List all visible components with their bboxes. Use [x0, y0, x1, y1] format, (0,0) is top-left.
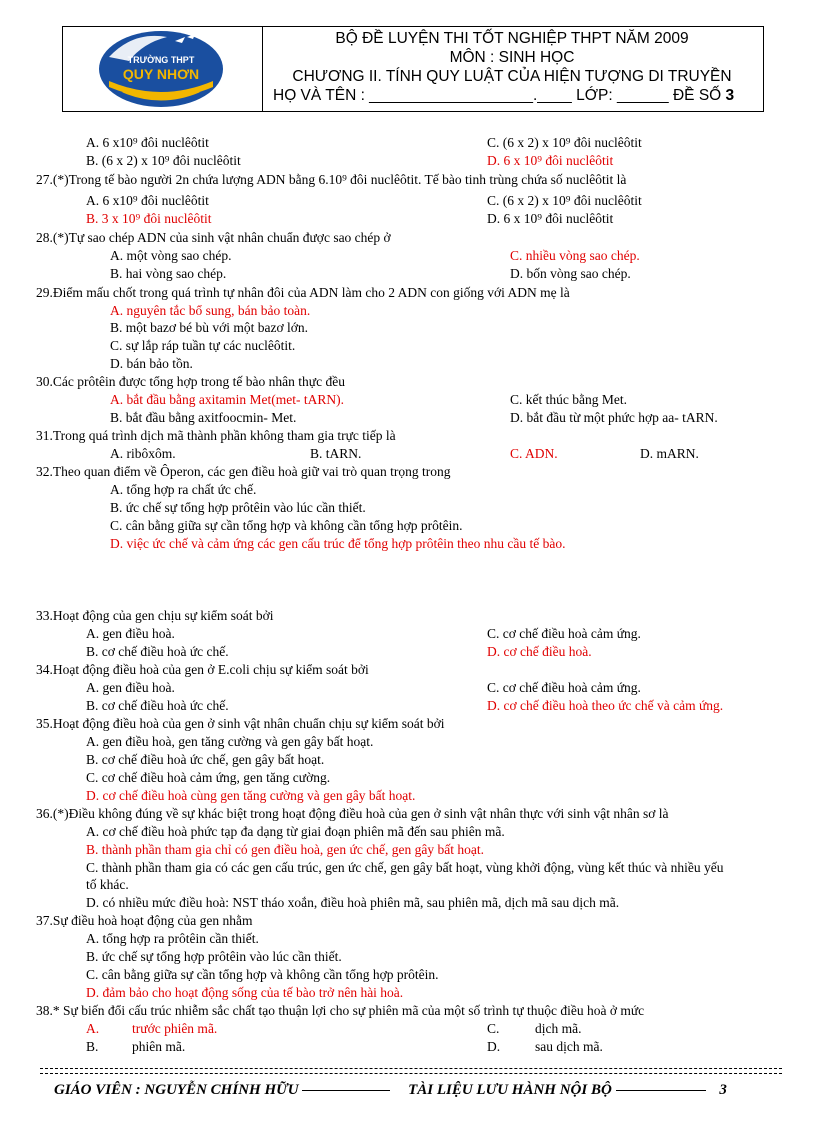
q31-opt-c-answer: C. ADN. — [510, 446, 558, 461]
question-34: 34.Hoạt động điều hoà của gen ở E.coli chịu sự kiểm soát bởi — [36, 662, 369, 677]
q34-opt-a: A. gen điều hoà. — [86, 680, 175, 695]
title-area — [265, 29, 759, 105]
footer — [54, 1082, 774, 1099]
q32-opt-c: C. cân bằng giữa sự cần tổng hợp và không cần tổng hợp prôtêin. — [110, 518, 463, 533]
exam-number: 3 — [725, 87, 735, 104]
question-35: 35.Hoạt động điều hoà của gen ở sinh vật nhân chuẩn chịu sự kiểm soát bởi — [36, 716, 445, 731]
q34-opt-d-answer: D. cơ chế điều hoà theo ức chế và cảm ứng. — [487, 698, 724, 713]
question-27: 27.(*)Trong tế bào người 2n chứa lượng ADN bằng 6.10⁹ đôi nuclêôtit. Tế bào tinh trùng chứa số nuclêôtit là — [36, 172, 627, 187]
question-33: 33.Hoạt động của gen chịu sự kiểm soát bởi — [36, 608, 274, 623]
question-29: 29.Điểm mấu chốt trong quá trình tự nhân đôi của ADN làm cho 2 ADN con giống với ADN mẹ là — [36, 285, 570, 300]
class-label: LỚP: ______ — [576, 87, 669, 104]
q27-opt-d: D. 6 x 10⁹ đôi nuclêôtit — [487, 211, 614, 226]
q35-opt-b: B. cơ chế điều hoà ức chế, gen gây bất hoạt. — [86, 752, 325, 767]
q30-opt-d: D. bắt đầu từ một phức hợp aa- tARN. — [510, 410, 718, 425]
q27-opt-b-answer: B. 3 x 10⁹ đôi nuclêôtit — [86, 211, 212, 226]
q36-opt-a: A. cơ chế điều hoà phức tạp đa dạng từ giai đoạn phiên mã đến sau phiên mã. — [86, 824, 505, 839]
q37-opt-c: C. cân bằng giữa sự cần tổng hợp và không cần tổng hợp prôtêin. — [86, 967, 439, 982]
question-31: 31.Trong quá trình dịch mã thành phần không tham gia trực tiếp là — [36, 428, 396, 443]
opt-b: B. (6 x 2) x 10⁹ đôi nuclêôtit — [86, 153, 241, 168]
footer-separator — [302, 1090, 390, 1091]
q37-opt-a: A. tổng hợp ra prôtêin cần thiết. — [86, 931, 259, 946]
footer-rule-top — [40, 1068, 782, 1069]
q38-opt-b: phiên mã. — [132, 1039, 186, 1054]
opt-d-answer: D. 6 x 10⁹ đôi nuclêôtit — [487, 153, 614, 168]
q37-opt-d-answer: D. đảm bảo cho hoạt động sống của tế bào trở nên hài hoà. — [86, 985, 404, 1000]
logo-line2: QUY NHƠN — [122, 66, 200, 82]
q28-opt-c-answer: C. nhiều vòng sao chép. — [510, 248, 640, 263]
q28-opt-d: D. bốn vòng sao chép. — [510, 266, 631, 281]
q38-opt-b-letter: B. — [86, 1039, 99, 1054]
question-32: 32.Theo quan điểm về Ôperon, các gen điều hoà giữ vai trò quan trọng trong — [36, 464, 451, 479]
q35-opt-c: C. cơ chế điều hoà cảm ứng, gen tăng cường. — [86, 770, 331, 785]
logo-line1: TRƯỜNG THPT — [127, 55, 195, 65]
q38-opt-d-letter: D. — [487, 1039, 501, 1054]
question-28: 28.(*)Tự sao chép ADN của sinh vật nhân chuẩn được sao chép ở — [36, 230, 391, 245]
q30-opt-a-answer: A. bắt đầu bằng axitamin Met(met- tARN). — [110, 392, 344, 407]
footer-rule-bottom — [40, 1073, 782, 1074]
q34-opt-c: C. cơ chế điều hoà cảm ứng. — [487, 680, 641, 695]
q30-opt-b: B. bắt đầu bằng axitfoocmin- Met. — [110, 410, 297, 425]
q32-opt-d-answer: D. việc ức chế và cảm ứng các gen cấu trúc để tổng hợp prôtêin theo nhu cầu tế bào. — [110, 536, 566, 551]
q28-opt-b: B. hai vòng sao chép. — [110, 266, 227, 281]
opt-c: C. (6 x 2) x 10⁹ đôi nuclêôtit — [487, 135, 642, 150]
q38-opt-a-letter: A. — [86, 1021, 100, 1036]
title-line4 — [265, 86, 759, 105]
q29-opt-a-answer: A. nguyên tắc bổ sung, bán bảo toàn. — [110, 303, 311, 318]
title-line3: CHƯƠNG II. TÍNH QUY LUẬT CỦA HIỆN TƯỢNG DI TRUYỀN — [292, 68, 732, 85]
question-38: 38.* Sự biến đổi cấu trúc nhiễm sắc chất tạo thuận lợi cho sự phiên mã của một số trình tự thuộc điều hoà ở mức — [36, 1003, 645, 1018]
q29-opt-b: B. một bazơ bé bù với một bazơ lớn. — [110, 320, 309, 335]
name-label: HỌ VÀ TÊN : ___________________.____ — [273, 87, 572, 104]
footer-page: 3 — [719, 1082, 727, 1098]
q38-opt-a-answer: trước phiên mã. — [132, 1021, 218, 1036]
q33-opt-a: A. gen điều hoà. — [86, 626, 175, 641]
q36-opt-c-line2: tố khác. — [86, 877, 129, 892]
exam-label: ĐỀ SỐ — [672, 87, 722, 104]
q38-opt-c-letter: C. — [487, 1021, 500, 1036]
q29-opt-d: D. bán bảo tồn. — [110, 356, 193, 371]
question-37: 37.Sự điều hoà hoạt động của gen nhằm — [36, 913, 253, 928]
q38-opt-d: sau dịch mã. — [535, 1039, 603, 1054]
title-line1: BỘ ĐỀ LUYỆN THI TỐT NGHIỆP THPT NĂM 2009 — [335, 30, 689, 47]
q35-opt-a: A. gen điều hoà, gen tăng cường và gen gây bất hoạt. — [86, 734, 374, 749]
q27-opt-c: C. (6 x 2) x 10⁹ đôi nuclêôtit — [487, 193, 642, 208]
q37-opt-b: B. ức chế sự tổng hợp prôtêin vào lúc cần thiết. — [86, 949, 342, 964]
title-line2: MÔN : SINH HỌC — [449, 49, 575, 66]
q32-opt-b: B. ức chế sự tổng hợp prôtêin vào lúc cần thiết. — [110, 500, 366, 515]
q38-opt-c: dịch mã. — [535, 1021, 582, 1036]
question-36: 36.(*)Điều không đúng về sự khác biệt trong hoạt động điều hoà của gen ở sinh vật nhân thực với sinh vật nhân sơ là — [36, 806, 669, 821]
q33-opt-d-answer: D. cơ chế điều hoà. — [487, 644, 592, 659]
logo-cell — [63, 27, 263, 111]
q27-opt-a: A. 6 x10⁹ đôi nuclêôtit — [86, 193, 209, 208]
q30-opt-c: C. kết thúc bằng Met. — [510, 392, 627, 407]
q29-opt-c: C. sự lắp ráp tuần tự các nuclêôtit. — [110, 338, 296, 353]
footer-doc: TÀI LIỆU LƯU HÀNH NỘI BỘ — [408, 1082, 612, 1098]
q28-opt-a: A. một vòng sao chép. — [110, 248, 232, 263]
question-30: 30.Các prôtêin được tổng hợp trong tế bào nhân thực đều — [36, 374, 345, 389]
q36-opt-d: D. có nhiều mức điều hoà: NST tháo xoắn, điều hoà phiên mã, sau phiên mã, dịch mã sau dịch mã. — [86, 895, 620, 910]
q34-opt-b: B. cơ chế điều hoà ức chế. — [86, 698, 229, 713]
q31-opt-d: D. mARN. — [640, 446, 699, 461]
q31-opt-a: A. ribôxôm. — [110, 446, 176, 461]
q33-opt-c: C. cơ chế điều hoà cảm ứng. — [487, 626, 641, 641]
header-box — [62, 26, 764, 112]
footer-teacher: GIÁO VIÊN : NGUYỄN CHÍNH HỮU — [54, 1082, 299, 1098]
opt-a: A. 6 x10⁹ đôi nuclêôtit — [86, 135, 209, 150]
q36-opt-b-answer: B. thành phần tham gia chỉ có gen điều hoà, gen ức chế, gen gây bất hoạt. — [86, 842, 484, 857]
q33-opt-b: B. cơ chế điều hoà ức chế. — [86, 644, 229, 659]
footer-separator-2 — [616, 1090, 706, 1091]
q32-opt-a: A. tổng hợp ra chất ức chế. — [110, 482, 257, 497]
school-logo — [63, 27, 259, 109]
q31-opt-b: B. tARN. — [310, 446, 362, 461]
q36-opt-c-line1: C. thành phần tham gia có các gen cấu trúc, gen ức chế, gen gây bất hoạt, vùng khởi động, vùng kết thúc và nhiều yếu — [86, 860, 724, 875]
q35-opt-d-answer: D. cơ chế điều hoà cùng gen tăng cường và gen gây bất hoạt. — [86, 788, 416, 803]
